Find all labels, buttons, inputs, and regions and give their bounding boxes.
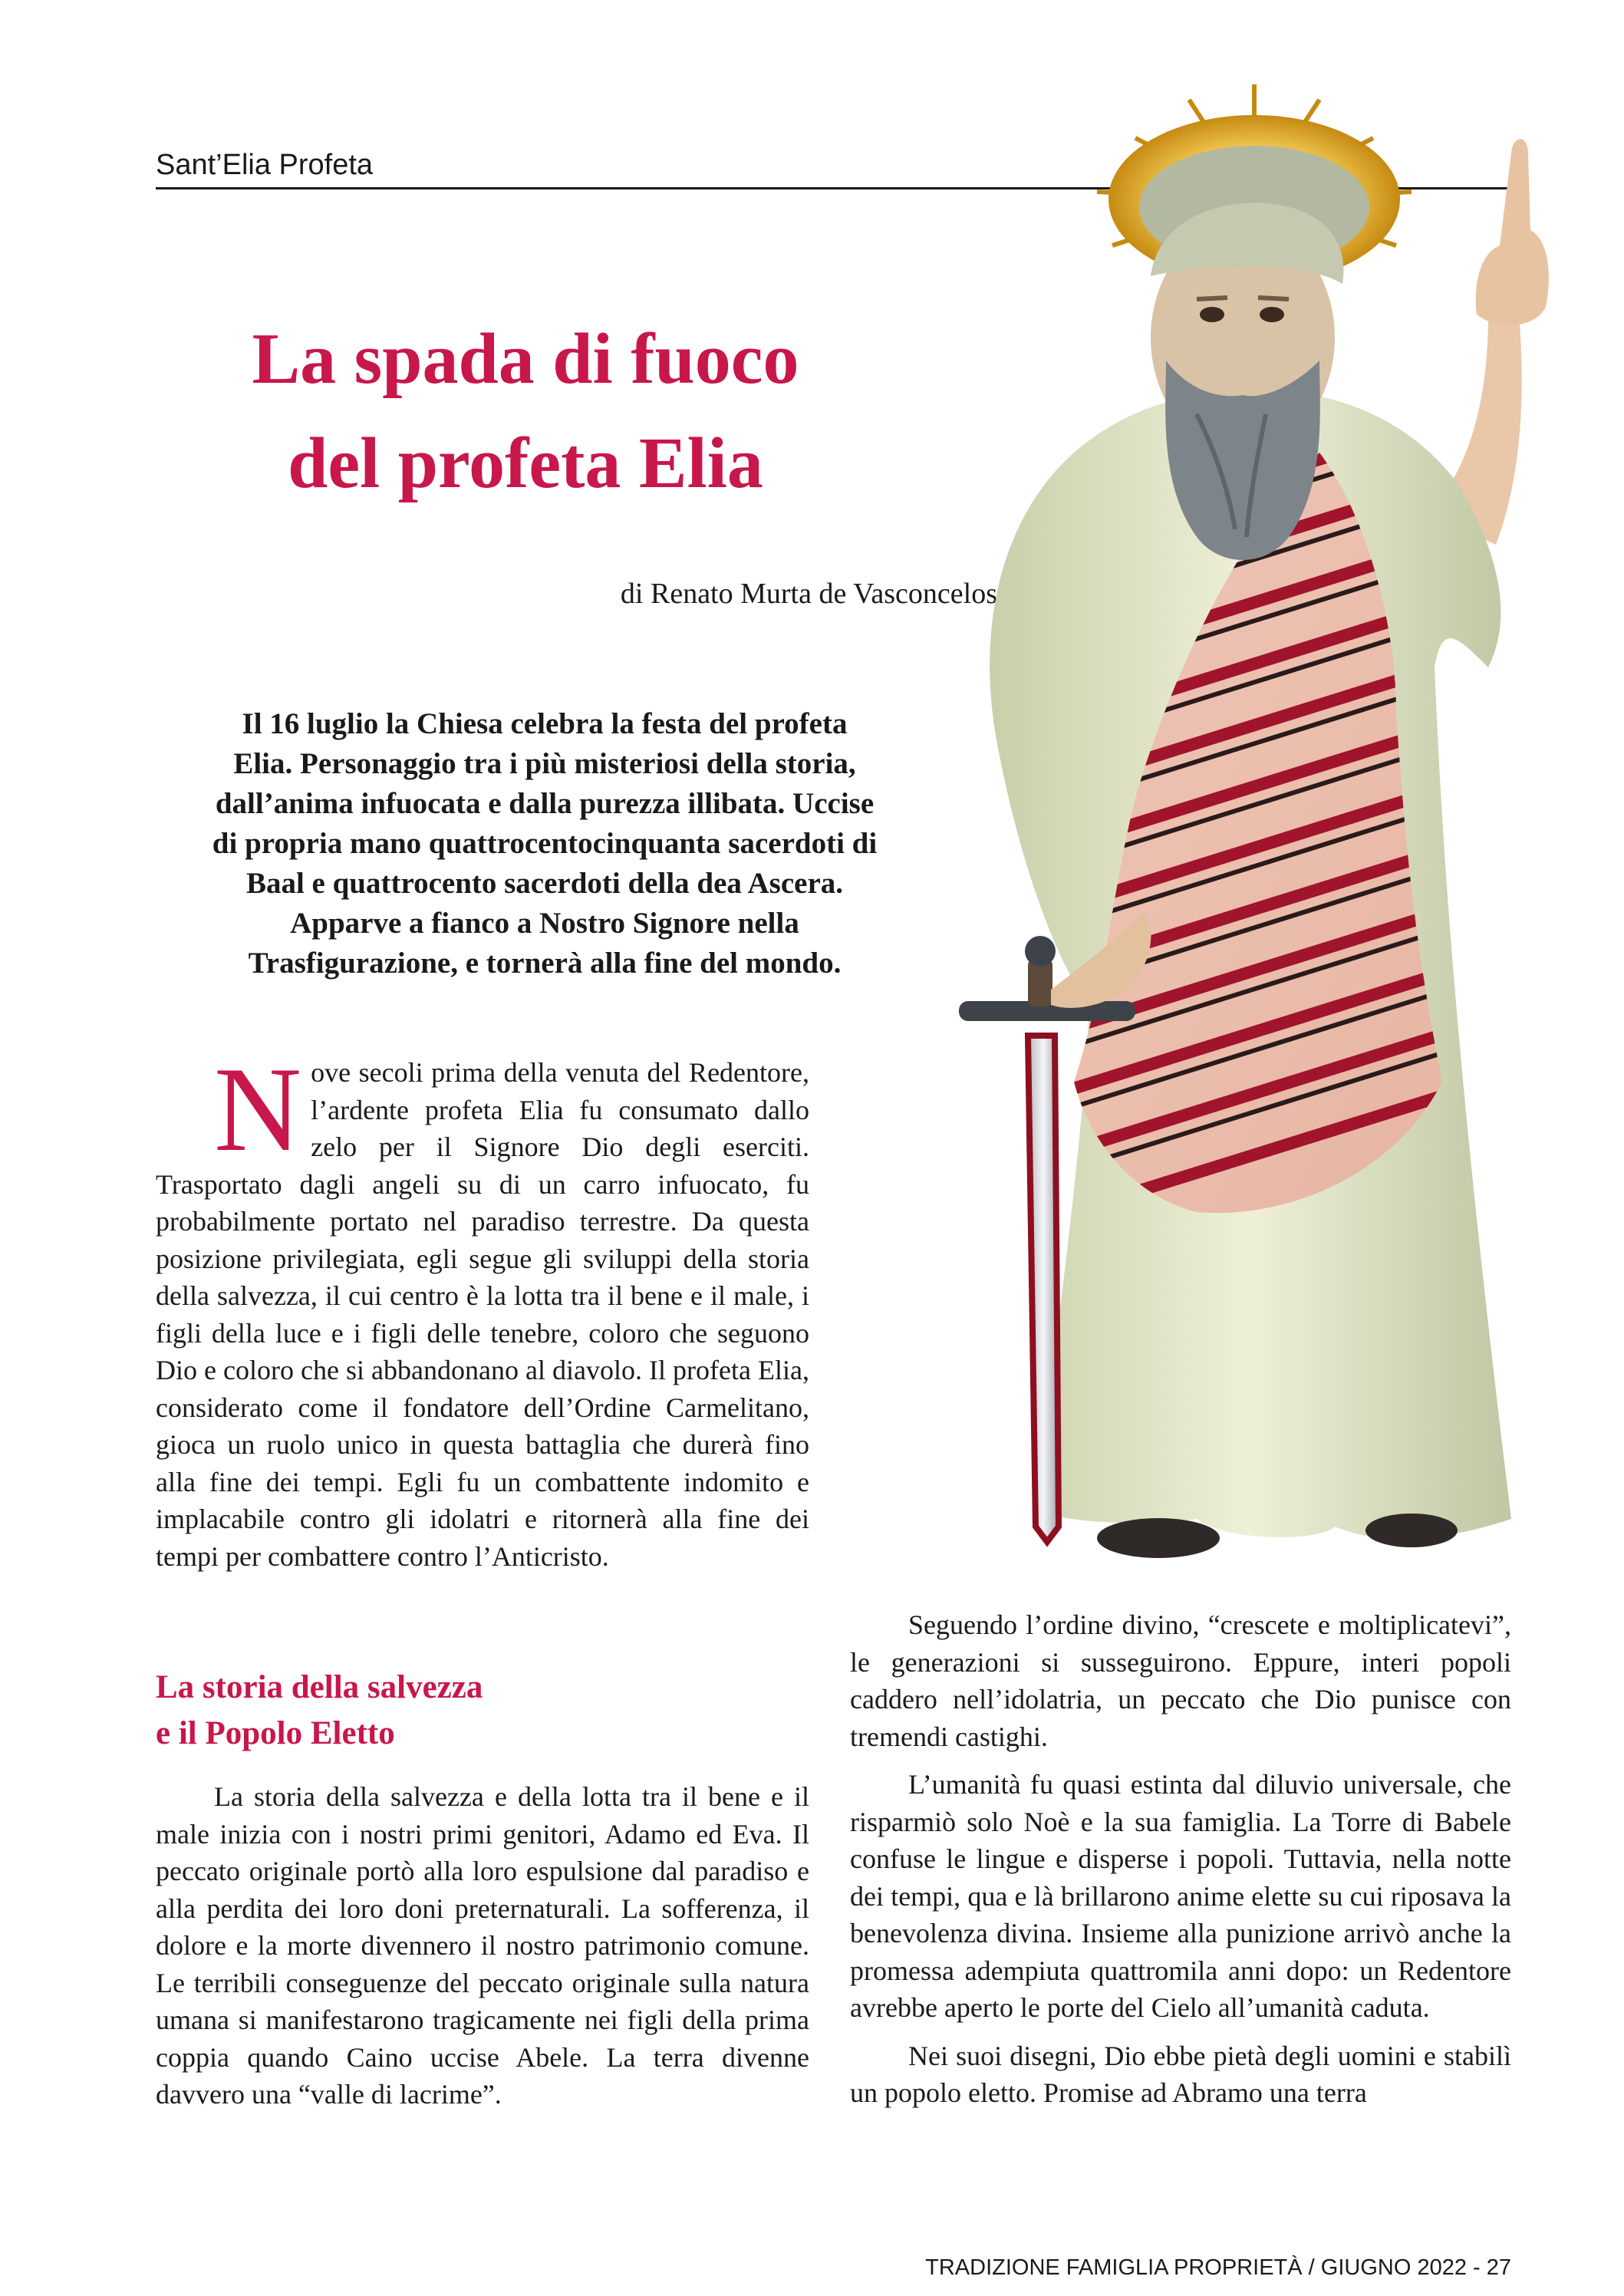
lead-line: Baal e quattrocento sacerdoti della dea Ascera. [245, 867, 844, 900]
lead-line: Trasfigurazione, e tornerà alla fine del mondo. [248, 947, 842, 980]
section-label: Sant’Elia Profeta [156, 149, 374, 181]
article-title [138, 307, 913, 516]
left-sandal [1097, 1518, 1220, 1558]
section-subheading [156, 1665, 809, 1757]
page-footer: TRADIZIONE FAMIGLIA PROPRIETÀ / GIUGNO 2022 - 27 [925, 2255, 1511, 2280]
raised-hand [1476, 139, 1549, 325]
title-line: La spada di fuoco [252, 319, 799, 399]
lead-line: dall’anima infuocata e dalla purezza illibata. Uccise [215, 787, 875, 820]
subheading-line: e il Popolo Eletto [156, 1715, 395, 1751]
body-paragraph: Seguendo l’ordine divino, “crescete e moltiplicatevi”, le generazioni si susseguirono. Eppure, interi popoli caddero nell’idolatria, un peccato che Dio punisce con tremendi castighi. [850, 1609, 1511, 1752]
title-line: del profeta Elia [288, 423, 763, 503]
lead-line: Apparve a fianco a Nostro Signore nella [290, 907, 799, 940]
lead-line: di propria mano quattrocentocinquanta sacerdoti di [212, 827, 878, 860]
intro-column [156, 1043, 809, 1575]
drop-cap: N [214, 1043, 302, 1177]
byline: di Renato Murta de Vasconcelos [620, 578, 997, 610]
body-column-left [156, 1778, 809, 2113]
body-paragraph: La storia della salvezza e della lotta tra il bene e il male inizia con i nostri primi genitori, Adamo ed Eva. Il peccato originale portò alla loro espulsione dal paradiso e alla perdita dei loro doni preternaturali. La sofferenza, il dolore e la morte divennero il nostro patrimonio comune. Le terribili conseguenze del peccato originale sulla natura umana si manifestarono tragicamente nei figli della prima coppia quando Caino uccise Abele. La terra divenne davvero una “valle di lacrime”. [156, 1781, 809, 2110]
right-sandal [1365, 1514, 1458, 1547]
body-paragraph: L’umanità fu quasi estinta dal diluvio universale, che risparmiò solo Noè e la sua famiglia. La Torre di Babele confuse le lingue e disperse i popoli. Tuttavia, nella notte dei tempi, qua e là brillarono anime elette su cui riposava la benevolenza divina. Insieme alla punizione arrivò anche la promessa adempiuta quattromila anni dopo: un Redentore avrebbe aperto le porte del Cielo all’umanità caduta. [850, 1769, 1511, 2023]
statue-illustration [905, 84, 1624, 1596]
lead-paragraph [153, 704, 936, 983]
lead-line: Il 16 luglio la Chiesa celebra la festa del profeta [242, 707, 848, 740]
intro-paragraph: ove secoli prima della venuta del Redentore, l’ardente profeta Elia fu consumato dallo zelo per il Signore Dio degli eserciti. Trasportato dagli angeli su di un carro infuocato, fu probabilmente portato nel paradiso terrestre. Da questa posizione privilegiata, egli segue gli sviluppi della storia della salvezza, il cui centro è la lotta tra il bene e il male, i figli della luce e i figli delle tenebre, coloro che seguono Dio e coloro che si abbandonano al diavolo. Il profeta Elia, considerato come il fondatore dell’Ordine Carmelitano, gioca un ruolo unico in questa battaglia che durerà fino alla fine dei tempi. Egli fu un combattente indomito e implacabile contro gli idolatri e ritornerà alla fine dei tempi per combattere contro l’Anticristo. [156, 1057, 809, 1572]
lead-line: Elia. Personaggio tra i più misteriosi della storia, [233, 747, 856, 780]
body-paragraph: Nei suoi disegni, Dio ebbe pietà degli uomini e stabilì un popolo eletto. Promise ad Abramo una terra [850, 2040, 1511, 2108]
body-column-right [850, 1606, 1511, 2112]
subheading-line: La storia della salvezza [156, 1669, 483, 1705]
